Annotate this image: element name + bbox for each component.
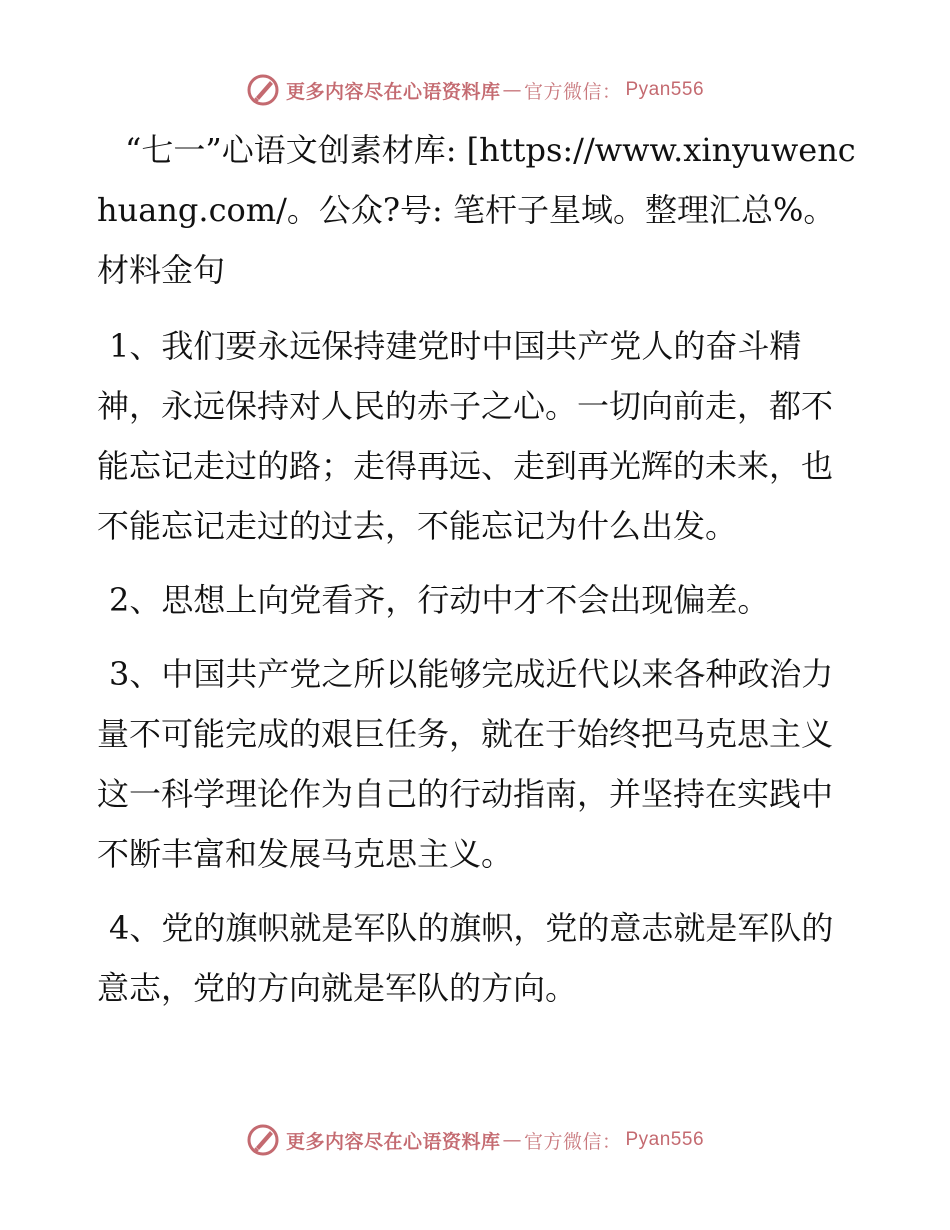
banner-wechat-id: Pyan556 — [625, 1129, 705, 1150]
banner-brand-text: 更多内容尽在心语资料库 — [285, 80, 501, 103]
banner-wechat-label: 官方微信： — [523, 1130, 622, 1153]
pen-quill-logo-icon — [246, 1123, 280, 1157]
quote-item-2: 2、思想上向党看齐，行动中才不会出现偏差。 — [109, 581, 770, 619]
footer-watermark-banner — [0, 1120, 950, 1160]
header-watermark-banner — [0, 70, 950, 110]
banner-separator: — — [502, 79, 522, 101]
banner-separator: — — [502, 1129, 522, 1151]
banner-wechat-label: 官方微信： — [523, 80, 622, 103]
intro-paragraph: “七一”心语文创素材库: [https://www.xinyuwenchuang.com/。公众?号: 笔杆子星域。整理汇总%。材料金句 — [97, 131, 856, 289]
banner-brand-text: 更多内容尽在心语资料库 — [285, 1130, 501, 1153]
document-body — [97, 120, 857, 1032]
quote-item-3: 3、中国共产党之所以能够完成近代以来各种政治力量不可能完成的艰巨任务，就在于始终把马克思主义这一科学理论作为自己的行动指南，并坚持在实践中不断丰富和发展马克思主义。 — [97, 655, 834, 873]
quote-item-4: 4、党的旗帜就是军队的旗帜，党的意志就是军队的意志，党的方向就是军队的方向。 — [97, 909, 834, 1007]
banner-wechat-id: Pyan556 — [625, 79, 705, 100]
pen-quill-logo-icon — [246, 73, 280, 107]
quote-item-1: 1、我们要永远保持建党时中国共产党人的奋斗精神，永远保持对人民的赤子之心。一切向前走，都不能忘记走过的路；走得再远、走到再光辉的未来，也不能忘记走过的过去，不能忘记为什么出发。 — [97, 327, 834, 545]
